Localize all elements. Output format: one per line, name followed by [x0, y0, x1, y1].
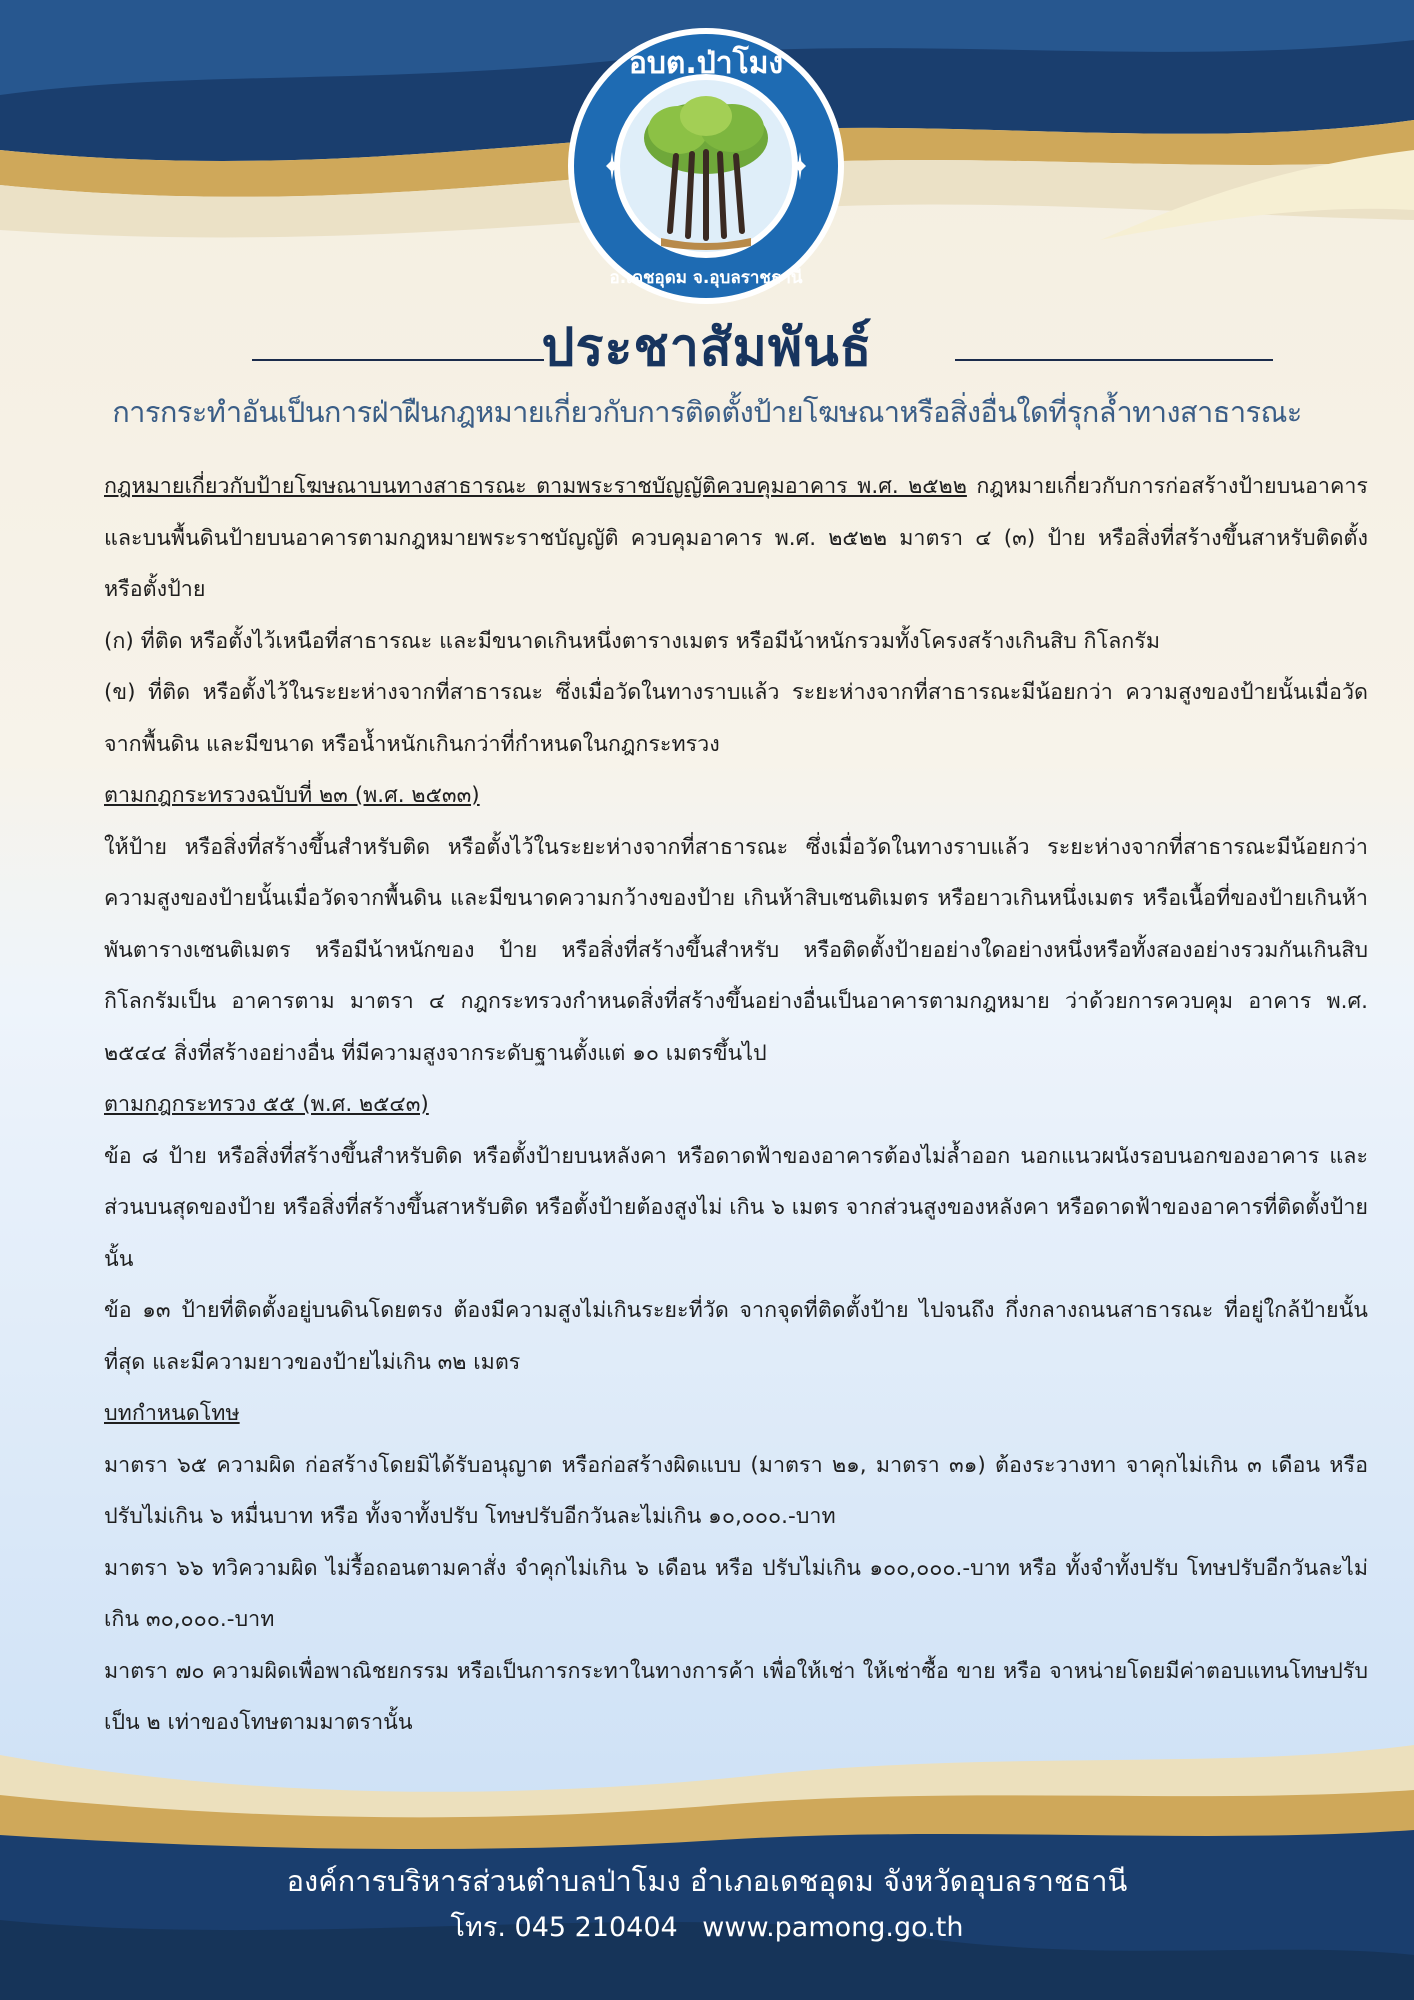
footer-contact — [0, 1906, 1414, 1950]
footer-organization: องค์การบริหารส่วนตำบลป่าโมง อำเภอเดชอุดม จังหวัดอุบลราชธานี — [286, 1864, 1128, 1898]
intro-paragraph — [104, 461, 1368, 616]
item-a: (ก) ที่ติด หรือตั้งไว้เหนือที่สาธารณะ และมีขนาดเกินหนึ่งตารางเมตร หรือมีน้าหนักรวมทั้งโครงสร้างเกินสิบ กิโลกรัม — [104, 628, 1161, 654]
logo-bottom-text: อ.เดชอุดม จ.อุบลราชธานี — [609, 268, 803, 288]
logo-emblem — [566, 26, 846, 306]
logo-top-text: อบต.ป่าโมง — [628, 46, 784, 81]
penalty-section-66: มาตรา ๖๖ ทวิความผิด ไม่รื้อถอนตามคาสั่ง จำคุกไม่เกิน ๖ เดือน หรือ ปรับไม่เกิน ๑๐๐,๐๐๐.-บาท หรือ ทั้งจำทั้งปรับ โทษปรับอีกวันละไม่เกิน ๓๐,๐๐๐.-บาท — [104, 1555, 1368, 1632]
page-subtitle: การกระทำอันเป็นการฝ่าฝืนกฎหมายเกี่ยวกับการติดตั้งป้ายโฆษณาหรือสิ่งอื่นใดที่รุกล้ำทางสาธารณะ — [112, 395, 1302, 429]
footer — [0, 1856, 1414, 1950]
title-row — [0, 318, 1414, 378]
title-divider-right — [955, 359, 1273, 361]
footer-website[interactable]: www.pamong.go.th — [702, 1912, 964, 1943]
regulation-55-clause-13: ข้อ ๑๓ ป้ายที่ติดตั้งอยู่บนดินโดยตรง ต้องมีความสูงไม่เกินระยะที่วัด จากจุดที่ติดตั้งป้าย ไปจนถึง กึ่งกลางถนนสาธารณะ ที่อยู่ใกล้ป้ายนั้นที่สุด และมีความยาวของป้ายไม่เกิน ๓๒ เมตร — [104, 1298, 1368, 1375]
announcement-body — [104, 461, 1368, 1749]
page-title: ประชาสัมพันธ์ — [541, 318, 873, 378]
regulation-23-heading: ตามกฎกระทรวงฉบับที่ ๒๓ (พ.ศ. ๒๕๓๓) — [104, 783, 480, 808]
regulation-55-heading: ตามกฎกระทรวง ๕๕ (พ.ศ. ๒๕๔๓) — [104, 1092, 429, 1117]
penalty-section-70: มาตรา ๗๐ ความผิดเพื่อพาณิชยกรรม หรือเป็นการกระทาในทางการค้า เพื่อให้เช่า ให้เช่าซื้อ ขาย หรือ จาหน่ายโดยมีค่าตอบแทนโทษปรับเป็น ๒ เท่าของโทษตามมาตรานั้น — [104, 1658, 1368, 1735]
penalty-section-65: มาตรา ๖๕ ความผิด ก่อสร้างโดยมิได้รับอนุญาต หรือก่อสร้างผิดแบบ (มาตรา ๒๑, มาตรา ๓๑) ต้องระวางทา จาคุกไม่เกิน ๓ เดือน หรือปรับไม่เกิน ๖ หมื่นบาท หรือ ทั้งจาทั้งปรับ โทษปรับอีกวันละไม่เกิน ๑๐,๐๐๐.-บาท — [104, 1452, 1368, 1529]
footer-phone: โทร. 045 210404 — [450, 1912, 678, 1943]
regulation-55-clause-8: ข้อ ๘ ป้าย หรือสิ่งที่สร้างขึ้นสำหรับติด หรือตั้งป้ายบนหลังคา หรือดาดฟ้าของอาคารต้องไม่ล้ำออก นอกแนวผนังรอบนอกของอาคาร และส่วนบนสุดของป้าย หรือสิ่งที่สร้างขึ้นสาหรับติด หรือตั้งป้ายต้องสูงไม่ เกิน ๖ เมตร จากส่วนสูงของหลังคา หรือดาดฟ้าของอาคารที่ติดตั้งป้ายนั้น — [104, 1143, 1368, 1272]
item-b: (ข) ที่ติด หรือตั้งไว้ในระยะห่างจากที่สาธารณะ ซึ่งเมื่อวัดในทางราบแล้ว ระยะห่างจากที่สาธารณะมีน้อยกว่า ความสูงของป้ายนั้นเมื่อวัดจากพื้นดิน และมีขนาด หรือน้ำหนักเกินกว่าที่กำหนดในกฎกระทรวง — [104, 680, 1368, 757]
regulation-23-text: ให้ป้าย หรือสิ่งที่สร้างขึ้นสำหรับติด หรือตั้งไว้ในระยะห่างจากที่สาธารณะ ซึ่งเมื่อวัดในทางราบแล้ว ระยะห่างจากที่สาธารณะมีน้อยกว่าความสูงของป้ายนั้นเมื่อวัดจากพื้นดิน และมีขนาดความกว้างของป้าย เกินห้าสิบเซนติเมตร หรือยาวเกินหนึ่งเมตร หรือเนื้อที่ของป้ายเกินห้าพันตารางเซนติเมตร หรือมีน้าหนักของ ป้าย หรือสิ่งที่สร้างขึ้นสำหรับ หรือติดตั้งป้ายอย่างใดอย่างหนึ่งหรือทั้งสองอย่างรวมกันเกินสิบกิโลกรัมเป็น อาคารตาม มาตรา ๔ กฎกระทรวงกำหนดสิ่งที่สร้างขึ้นอย่างอื่นเป็นอาคารตามกฎหมาย ว่าด้วยการควบคุม อาคาร พ.ศ. ๒๕๔๔ สิ่งที่สร้างอย่างอื่น ที่มีความสูงจากระดับฐานตั้งแต่ ๑๐ เมตรขึ้นไป — [104, 834, 1368, 1066]
intro-heading: กฎหมายเกี่ยวกับป้ายโฆษณาบนทางสาธารณะ ตามพระราชบัญญัติควบคุมอาคาร พ.ศ. ๒๕๒๒ — [104, 474, 967, 499]
penalty-heading: บทกำหนดโทษ — [104, 1401, 240, 1426]
intro-text: กฎหมายเกี่ยวกับการก่อสร้างป้ายบนอาคาร และบนพื้นดินป้ายบนอาคารตามกฎหมายพระราชบัญญัติ ควบคุมอาคาร พ.ศ. ๒๕๒๒ มาตรา ๔ (๓) ป้าย หรือสิ่งที่สร้างขึ้นสาหรับติดตั้ง หรือตั้งป้าย — [104, 474, 1368, 602]
